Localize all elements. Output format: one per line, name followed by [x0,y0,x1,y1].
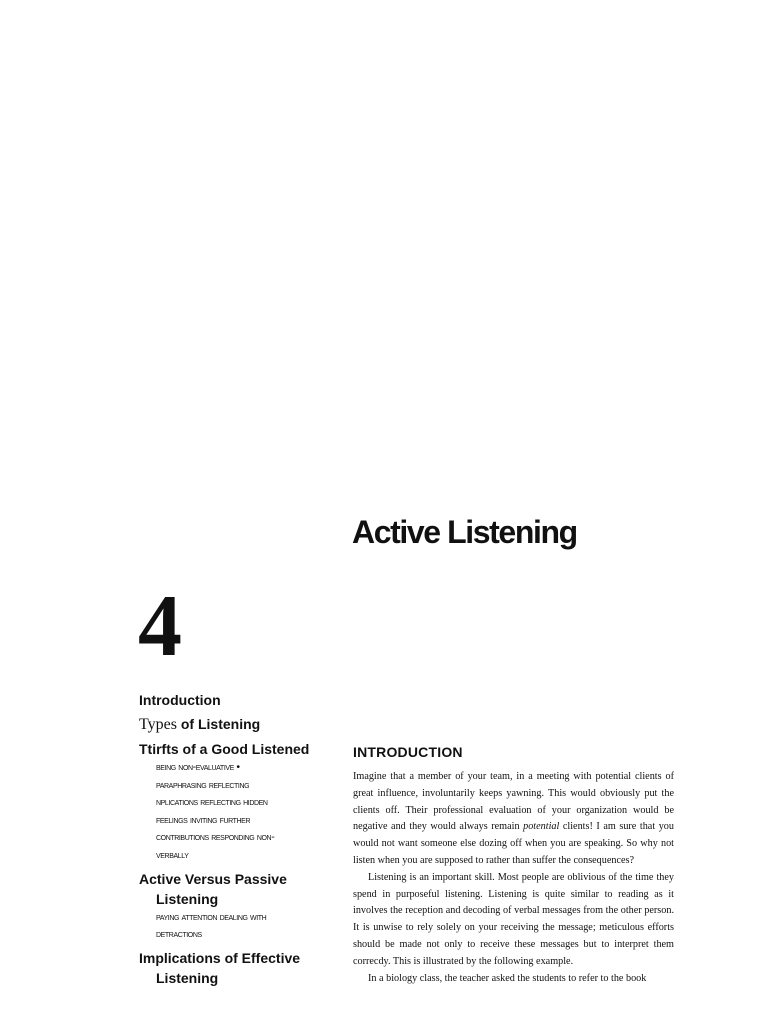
toc-item-introduction: Introduction [139,692,221,708]
chapter-number: 4 [138,578,182,675]
paragraph-1-start: Imagine that a member of your team, in a meeting with potential clients of great influence, involuntarily keeps yawning. This would obviously put the clients off. Their professional evaluation of your organization would be negative and they would always remain [353,771,674,833]
paragraph-1-end: clients! I am sure that you would not want someone else dozing off when you are speaking. So why not listen when you are supposed to rather than suffer the consequences? [353,821,674,866]
toc-item-traits: Ttirfts of a Good Listened [139,741,310,757]
chapter-contents [139,690,329,988]
toc-subitem: contributions responding non- [156,831,275,844]
emphasis-potential: potential [523,821,560,833]
toc-subitem: feelings inviting further [156,813,251,826]
paragraph-1 [353,769,674,870]
toc-impl-line1: Implications of Effective [139,949,301,966]
toc-subitem: paraphrasing reflecting [156,778,250,791]
toc-subitem: being non-evaluative • [156,761,240,773]
paragraph-3: In a biology class, the teacher asked the students to refer to the book [368,972,647,984]
section-heading: INTRODUCTION [353,744,463,760]
toc-item-active-versus-passive [139,869,329,909]
toc-subitem: verbally [156,848,189,861]
toc-subitems-active [139,909,329,944]
toc-subitem: detractions [156,928,202,941]
body-text [353,769,674,987]
toc-subitem: nplications reflecting hidden [156,796,268,809]
toc-types-rest: of Listening [176,716,261,732]
toc-subitem: paying attention dealing with [156,910,267,923]
paragraph-2: Listening is an important skill. Most people are oblivious of the time they spend in purposeful listening. Listening is quite similar to reading as it involves the reception and decoding of verbal messages from the other person. It is unwise to rely solely on your receiving the message; meticulous efforts should be made not only to receive these messages but to interpret them correcdy. This is illustrated by the following example. [353,871,674,967]
chapter-title: Active Listening [352,514,577,550]
toc-types-word: Types [139,716,177,733]
toc-impl-line2: Listening [156,969,219,986]
toc-active-line1: Active Versus Passive [139,870,287,887]
toc-item-implications [139,948,329,988]
toc-subitems-traits [139,759,329,865]
toc-active-line2: Listening [156,890,219,907]
toc-item-types-of-listening [139,714,329,735]
